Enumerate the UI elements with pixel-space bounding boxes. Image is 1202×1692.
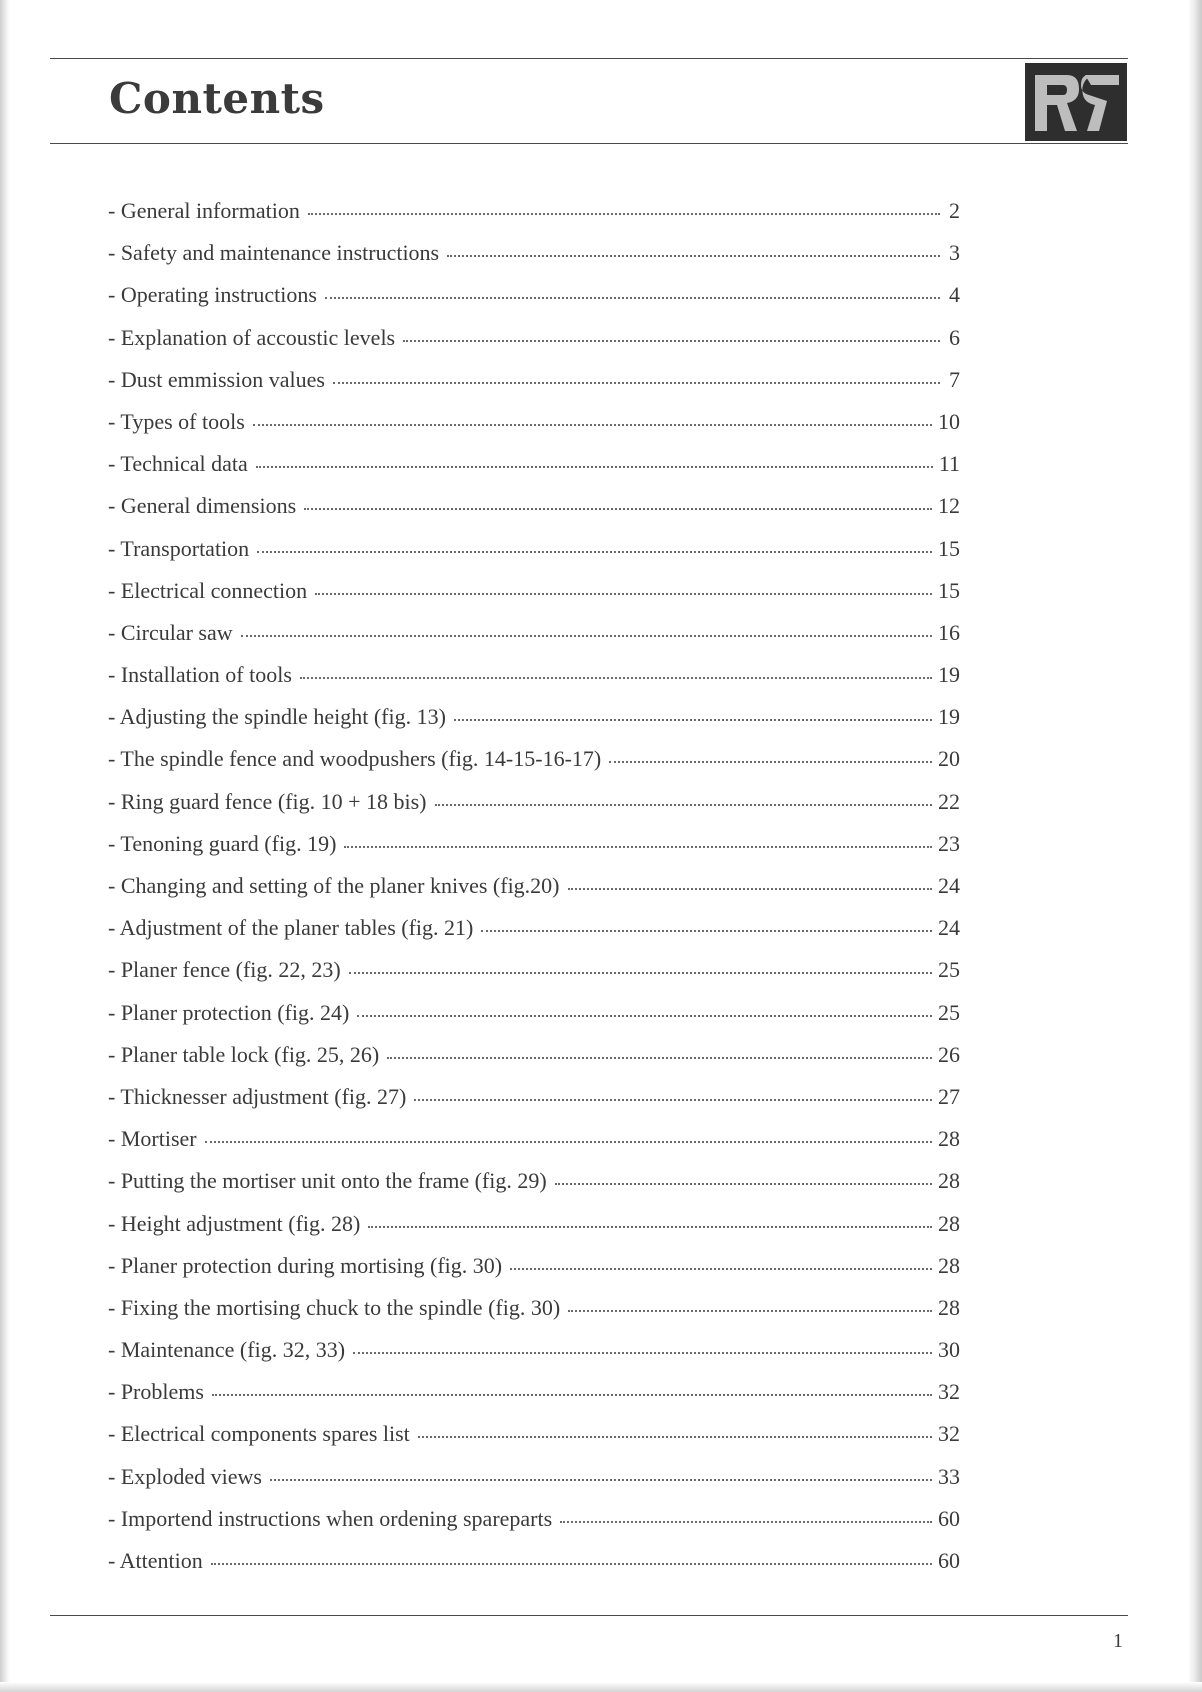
toc-entry-label: - Putting the mortiser unit onto the frame (fig. 29) [108, 1168, 547, 1194]
page-title: Contents [109, 74, 325, 123]
toc-dot-leader [387, 1056, 932, 1059]
toc-entry [108, 1000, 960, 1042]
toc-entry [108, 1337, 960, 1379]
brand-logo-mark [1025, 63, 1127, 141]
toc-entry-label: - Importend instructions when ordening spareparts [108, 1505, 553, 1531]
toc-entry [108, 451, 960, 493]
toc-entry-page: 10 [938, 408, 960, 434]
toc-dot-leader [333, 381, 940, 384]
toc-entry-label: - Adjustment of the planer tables (fig. 21) [108, 915, 474, 941]
toc-entry [108, 662, 960, 704]
toc-entry [108, 789, 960, 831]
toc-entry-page: 27 [938, 1083, 960, 1109]
toc-entry [108, 1042, 960, 1084]
toc-entry-page: 33 [938, 1463, 960, 1489]
toc-dot-leader [435, 803, 933, 806]
toc-entry-page: 4 [949, 282, 960, 308]
toc-entry-page: 16 [938, 619, 960, 645]
toc-entry-page: 22 [938, 788, 960, 814]
toc-entry-page: 32 [938, 1421, 960, 1447]
toc-entry-page: 24 [938, 873, 960, 898]
header-top-rule [50, 58, 1128, 59]
footer-rule [50, 1615, 1128, 1616]
brand-logo [1025, 63, 1127, 141]
toc-entry-page: 60 [938, 1548, 960, 1573]
toc-entry-page: 28 [938, 1168, 960, 1194]
toc-dot-leader [609, 760, 932, 763]
toc-entry-page: 15 [938, 535, 960, 561]
toc-entry [108, 493, 960, 535]
toc-dot-leader [414, 1098, 932, 1101]
toc-dot-leader [325, 296, 940, 299]
toc-entry [108, 536, 960, 578]
toc-entry [108, 1464, 960, 1506]
toc-dot-leader [568, 1309, 932, 1312]
toc-entry-page: 11 [938, 451, 960, 477]
toc-entry [108, 409, 960, 451]
toc-entry-page: 2 [949, 198, 960, 223]
toc-entry-page: 7 [949, 366, 960, 392]
toc-entry-label: - Transportation [108, 535, 250, 561]
toc-entry-label: - General information [108, 198, 300, 223]
toc-entry-label: - Fixing the mortising chuck to the spindle (fig. 30) [108, 1294, 561, 1320]
toc-entry-label: - Installation of tools [108, 662, 292, 688]
toc-entry [108, 282, 960, 324]
toc-entry-label: - General dimensions [108, 493, 297, 519]
toc-entry [108, 1211, 960, 1253]
toc-entry-page: 30 [938, 1337, 960, 1363]
toc-entry-label: - Exploded views [108, 1463, 262, 1489]
toc-dot-leader [205, 1140, 932, 1143]
toc-entry-label: - Types of tools [108, 408, 245, 434]
toc-entry [108, 1084, 960, 1126]
toc-entry [108, 1168, 960, 1210]
toc-entry-label: - Explanation of accoustic levels [108, 324, 396, 350]
page-edge-right [1188, 0, 1202, 1692]
toc-dot-leader [349, 971, 932, 974]
toc-entry [108, 957, 960, 999]
toc-entry-label: - Electrical connection [108, 577, 308, 603]
toc-entry [108, 1295, 960, 1337]
header-bottom-rule [50, 143, 1128, 144]
toc-dot-leader [300, 676, 932, 679]
toc-entry [108, 915, 960, 957]
toc-entry-page: 26 [938, 1041, 960, 1067]
toc-dot-leader [560, 1520, 932, 1523]
toc-entry [108, 325, 960, 367]
toc-dot-leader [344, 845, 932, 848]
toc-entry-label: - The spindle fence and woodpushers (fig. 14-15-16-17) [108, 746, 602, 772]
toc-entry-label: - Adjusting the spindle height (fig. 13) [108, 704, 446, 730]
toc-entry [108, 240, 960, 282]
toc-entry-page: 20 [938, 746, 960, 772]
toc-entry-page: 32 [938, 1379, 960, 1405]
toc-entry-label: - Thicknesser adjustment (fig. 27) [108, 1083, 407, 1109]
toc-entry [108, 1126, 960, 1168]
toc-dot-leader [555, 1182, 932, 1185]
toc-entry [108, 704, 960, 746]
toc-entry-page: 28 [938, 1126, 960, 1152]
toc-entry-label: - Attention [108, 1548, 203, 1573]
toc-entry-page: 25 [938, 999, 960, 1025]
toc-entry-label: - Maintenance (fig. 32, 33) [108, 1337, 346, 1363]
toc-dot-leader [510, 1267, 932, 1270]
toc-entry-label: - Safety and maintenance instructions [108, 240, 440, 266]
toc-entry-label: - Technical data [108, 451, 248, 477]
toc-dot-leader [454, 718, 932, 721]
toc-entry [108, 1548, 960, 1590]
toc-entry-label: - Circular saw [108, 619, 233, 645]
toc-entry-label: - Planer fence (fig. 22, 23) [108, 957, 341, 983]
toc-entry-page: 60 [938, 1505, 960, 1531]
toc-entry-label: - Problems [108, 1379, 204, 1405]
toc-entry-label: - Mortiser [108, 1126, 197, 1152]
toc-entry-page: 23 [938, 830, 960, 856]
toc-entry [108, 578, 960, 620]
toc-entry [108, 831, 960, 873]
toc-dot-leader [304, 507, 932, 510]
toc-entry [108, 1379, 960, 1421]
page-number: 1 [1113, 1630, 1123, 1652]
toc-entry-label: - Dust emmission values [108, 366, 325, 392]
toc-entry-page: 6 [949, 324, 960, 350]
toc-entry [108, 1506, 960, 1548]
toc-entry-page: 28 [938, 1294, 960, 1320]
toc-entry [108, 873, 960, 915]
toc-dot-leader [357, 1014, 932, 1017]
toc-entry [108, 1253, 960, 1295]
toc-dot-leader [257, 550, 932, 553]
toc-dot-leader [481, 929, 932, 932]
toc-entry-label: - Planer table lock (fig. 25, 26) [108, 1041, 380, 1067]
toc-dot-leader [211, 1562, 932, 1565]
toc-entry-page: 24 [938, 915, 960, 941]
toc-entry-page: 19 [938, 704, 960, 730]
toc-entry-label: - Planer protection during mortising (fig. 30) [108, 1252, 503, 1278]
toc-entry-label: - Changing and setting of the planer knives (fig.20) [108, 873, 560, 898]
table-of-contents [108, 198, 960, 1590]
toc-dot-leader [270, 1478, 932, 1481]
toc-entry-page: 15 [938, 577, 960, 603]
toc-dot-leader [447, 254, 940, 257]
toc-entry-label: - Planer protection (fig. 24) [108, 999, 350, 1025]
toc-entry [108, 1421, 960, 1463]
toc-dot-leader [368, 1225, 932, 1228]
toc-dot-leader [212, 1393, 932, 1396]
toc-dot-leader [403, 339, 940, 342]
toc-entry-page: 12 [938, 493, 960, 519]
toc-dot-leader [418, 1435, 932, 1438]
toc-entry-page: 3 [949, 240, 960, 266]
toc-entry-label: - Electrical components spares list [108, 1421, 410, 1447]
toc-dot-leader [353, 1351, 932, 1354]
toc-entry-page: 25 [938, 957, 960, 983]
toc-dot-leader [253, 423, 932, 426]
toc-dot-leader [315, 592, 932, 595]
toc-dot-leader [256, 465, 933, 468]
toc-entry [108, 746, 960, 788]
page-edge-left [0, 0, 10, 1692]
toc-entry [108, 367, 960, 409]
toc-dot-leader [241, 634, 932, 637]
toc-entry-label: - Tenoning guard (fig. 19) [108, 830, 337, 856]
toc-entry [108, 620, 960, 662]
toc-entry [108, 198, 960, 240]
toc-entry-page: 28 [938, 1252, 960, 1278]
toc-dot-leader [568, 887, 932, 890]
toc-dot-leader [308, 212, 940, 215]
toc-entry-label: - Height adjustment (fig. 28) [108, 1210, 361, 1236]
page-edge-bottom [0, 1682, 1202, 1692]
toc-entry-label: - Operating instructions [108, 282, 317, 308]
toc-entry-label: - Ring guard fence (fig. 10 + 18 bis) [108, 788, 427, 814]
toc-entry-page: 19 [938, 662, 960, 688]
toc-entry-page: 28 [938, 1210, 960, 1236]
